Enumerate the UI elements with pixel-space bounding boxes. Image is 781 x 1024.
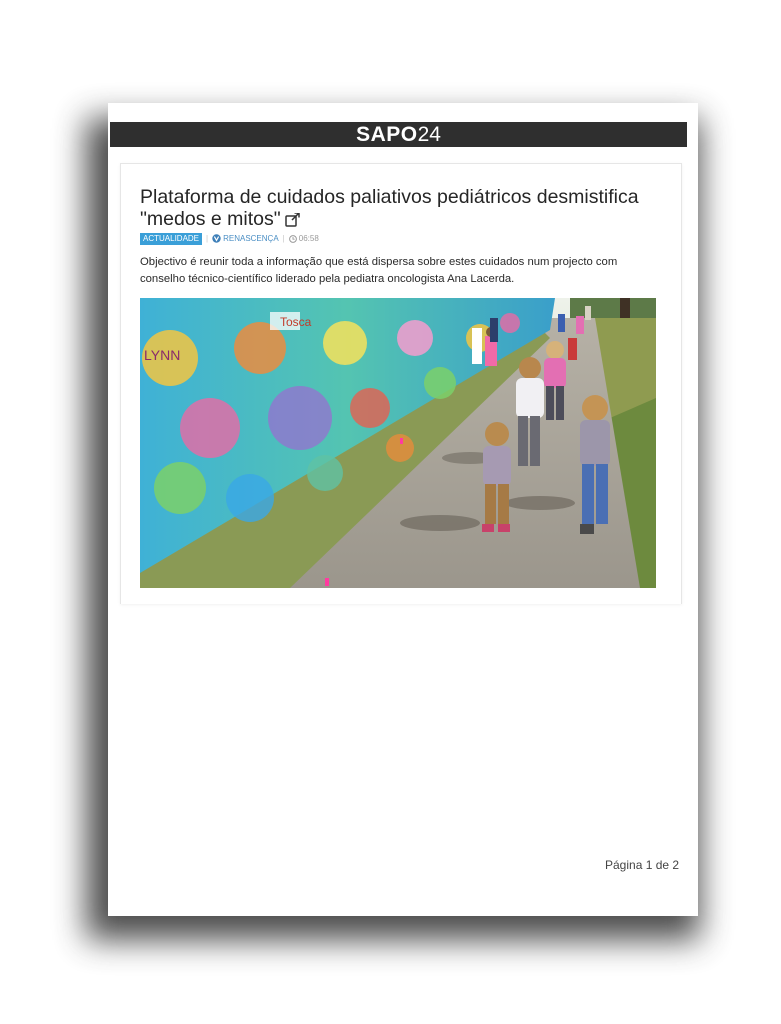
article-photo[interactable] — [140, 298, 656, 588]
mural-word-1: LYNN — [144, 347, 181, 363]
category-tag[interactable]: ACTUALIDADE — [140, 233, 202, 245]
mural-word-2: Tosca — [280, 315, 312, 329]
source-name: RENASCENÇA — [223, 234, 279, 243]
article-title[interactable] — [140, 186, 660, 230]
article-meta — [140, 233, 319, 244]
publish-time-text: 06:58 — [298, 234, 319, 243]
clock-icon — [289, 235, 297, 243]
meta-separator: | — [282, 234, 285, 243]
article-lead: Objectivo é reunir toda a informação que está dispersa sobre estes cuidados num projecto com conselho técnico-científico liderado pela pediatra oncologista Ana Lacerda. — [140, 256, 618, 285]
site-header — [110, 122, 687, 147]
page-indicator: Página 1 de 2 — [605, 858, 680, 872]
publish-time — [289, 234, 319, 243]
external-link-icon[interactable] — [285, 213, 300, 227]
source-link[interactable] — [212, 234, 279, 243]
pdf-page — [108, 103, 698, 916]
brand-logo-bold[interactable]: SAPO — [356, 123, 418, 146]
meta-separator: | — [206, 234, 209, 243]
brand-logo-light[interactable]: 24 — [417, 123, 441, 146]
article-card — [120, 163, 682, 604]
renascenca-logo-icon — [212, 234, 221, 243]
article-title-text[interactable]: Plataforma de cuidados paliativos pediátricos desmistifica "medos e mitos" — [140, 186, 639, 230]
